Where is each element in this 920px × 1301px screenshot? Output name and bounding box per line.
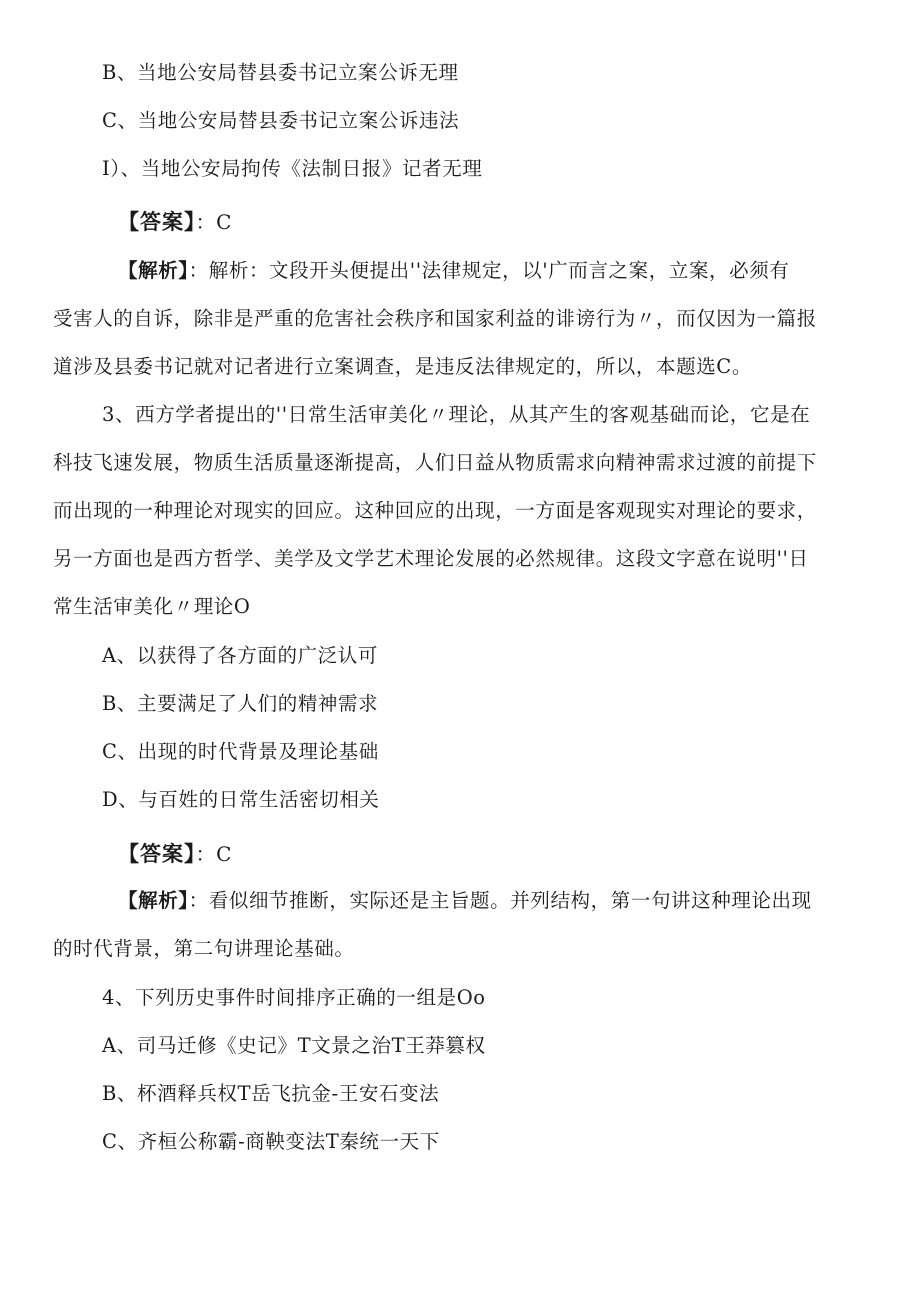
q3-option-b: B、主要满足了人们的精神需求: [102, 692, 379, 715]
q4-option-b: B、杯酒释兵权T岳飞抗金-王安石变法: [102, 1082, 440, 1105]
answer-label: 【答案】: [118, 842, 196, 866]
q2-option-d: I）、当地公安局拘传《法制日报》记者无理: [102, 157, 483, 180]
q2-explanation-line-2: 受害人的自诉，除非是严重的危害社会秩序和国家利益的诽谤行为〃，而仅因为一篇报: [53, 307, 817, 330]
q3-answer: [118, 842, 920, 866]
answer-value: ：C: [195, 842, 233, 866]
q3-explanation-line-2: 的时代背景，第二句讲理论基础。: [53, 937, 355, 960]
explanation-label: 【解析】: [118, 889, 189, 912]
q2-option-c: C、当地公安局替县委书记立案公诉违法: [102, 109, 460, 132]
q4-option-c: C、齐桓公称霸-商鞅变法T秦统一天下: [102, 1130, 440, 1153]
q3-option-a: A、以获得了各方面的广泛认可: [102, 644, 378, 667]
q3-option-c: C、出现的时代背景及理论基础: [102, 740, 379, 763]
q3-stem-line-3: 而出现的一种理论对现实的回应。这种回应的出现，一方面是客观现实对理论的要求，: [53, 499, 817, 522]
q2-explanation-line-3: 道涉及县委书记就对记者进行立案调查，是违反法律规定的，所以，本题选C。: [53, 355, 752, 378]
q3-stem-line-1: 3、西方学者提出的''日常生活审美化〃理论，从其产生的客观基础而论，它是在: [102, 403, 811, 426]
q3-stem-line-2: 科技飞速发展，物质生活质量逐渐提高，人们日益从物质需求向精神需求过渡的前提下: [53, 451, 817, 474]
q4-option-a: A、司马迁修《史记》T文景之治T王莽篡权: [102, 1034, 486, 1057]
q3-stem-line-5: 常生活审美化〃理论O: [53, 595, 251, 618]
q2-answer: [118, 210, 920, 234]
q4-stem: 4、下列历史事件时间排序正确的一组是Oo: [102, 986, 486, 1009]
q3-option-d: D、与百姓的日常生活密切相关: [102, 788, 380, 811]
q3-stem-line-4: 另一方面也是西方哲学、美学及文学艺术理论发展的必然规律。这段文字意在说明''日: [53, 547, 809, 570]
q2-option-b: B、当地公安局替县委书记立案公诉无理: [102, 61, 459, 84]
explanation-label: 【解析】: [118, 259, 189, 282]
answer-label: 【答案】: [118, 210, 196, 234]
answer-value: ：C: [195, 210, 233, 234]
q3-explanation-line-1: 【解析】：看似细节推断，实际还是主旨题。并列结构，第一句讲这种理论出现: [118, 889, 812, 912]
q2-explanation-line-1: 【解析】：解析：文段开头便提出''法律规定，以'广而言之案，立案，必须有: [118, 259, 790, 282]
